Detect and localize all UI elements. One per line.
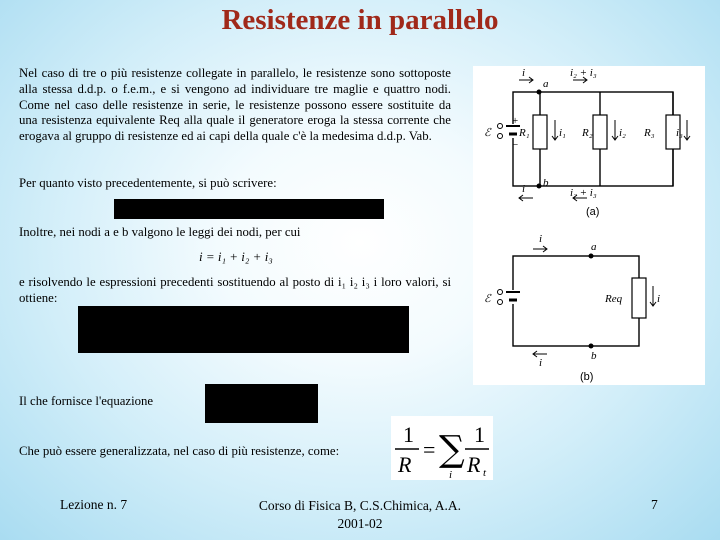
formula-r: R: [398, 452, 412, 477]
label-i-right: i: [657, 293, 661, 305]
node-b: [537, 184, 542, 189]
redacted-formula-2: [78, 306, 409, 353]
label-i-bottom: i: [522, 183, 526, 195]
formula-one-top: 1: [403, 422, 414, 447]
footer-lesson: Lezione n. 7: [60, 497, 128, 512]
resistor-r1: [533, 115, 547, 149]
label-i-bottom-2: i: [539, 357, 543, 369]
text-solve: e risolvendo le espressioni precedenti sostituendo al posto di i₁ i₂ i₃ i loro valori, si ottiene:: [19, 275, 451, 305]
label-minus: −: [512, 139, 519, 151]
resistor-req: [632, 278, 646, 318]
label-a-2: a: [591, 241, 597, 253]
label-r3: R₃: [644, 127, 655, 139]
text-nodes: Inoltre, nei nodi a e b valgono le leggi dei nodi, per cui: [19, 225, 301, 239]
label-i2: i₂: [619, 127, 626, 139]
label-a: a: [543, 78, 549, 90]
terminal-plus: [498, 124, 503, 129]
redacted-formula-3: [205, 384, 318, 423]
text-general: Che può essere generalizzata, nel caso di più resistenze, come:: [19, 444, 340, 458]
label-plus: +: [512, 115, 519, 127]
label-b-2: b: [591, 350, 597, 362]
node-a: [537, 90, 542, 95]
label-i1: i₁: [559, 127, 566, 139]
label-req: Req: [605, 293, 623, 305]
node-formula: i = i₁ + i₂ + i₃: [199, 249, 273, 264]
label-emf: ℰ: [484, 127, 491, 139]
label-r2: R₂: [582, 127, 593, 139]
formula-sub-t: t: [483, 467, 487, 479]
circuit-figure: [473, 66, 705, 385]
text-write: Per quanto visto precedentemente, si può scrivere:: [19, 176, 277, 190]
slide-title: Resistenze in parallelo: [221, 4, 499, 36]
terminal-minus: [498, 134, 503, 139]
label-i3: i₃: [676, 127, 683, 139]
text-equation: Il che fornisce l'equazione: [19, 394, 154, 408]
formula-one-right: 1: [474, 422, 485, 447]
resistor-r2: [593, 115, 607, 149]
intro-paragraph: Nel caso di tre o più resistenze collegate in parallelo, le resistenze sono sottoposte alla stessa d.d.p. o f.e.m., e si vengono ad individuare tre maglie e quattro nodi. Come nel caso delle resistenze in serie, le resistenze possono essere sostituite da una resistenza equivalente Req alla quale il generatore eroga la stessa corrente che erogava al gruppo di resistenze ed ai capi della quale c'è la medesima d.d.p. Vab.: [19, 66, 451, 144]
label-figure-b: (b): [580, 371, 594, 383]
footer-course: Corso di Fisica B, C.S.Chimica, A.A. 2001-02: [258, 498, 462, 531]
label-r1: R₁: [519, 127, 530, 139]
label-b: b: [543, 177, 549, 189]
node-b-2: [589, 344, 594, 349]
label-i-top-2: i: [539, 233, 543, 245]
formula-sigma: ∑: [439, 429, 465, 470]
label-figure-a: (a): [586, 206, 600, 218]
label-i-top: i: [522, 67, 526, 79]
node-a-2: [589, 254, 594, 259]
label-emf-2: ℰ: [484, 293, 491, 305]
terminal-plus-2: [498, 290, 503, 295]
terminal-minus-2: [498, 300, 503, 305]
formula-equals: =: [423, 437, 436, 462]
redacted-formula-1: [114, 199, 384, 219]
label-i23-top: i₂ + i₃: [570, 67, 597, 79]
formula-r-t: R: [467, 452, 481, 477]
label-i23-bottom: i₂ + i₃: [570, 187, 597, 199]
sum-formula: [391, 416, 493, 480]
formula-sub-i: i: [449, 469, 453, 480]
footer-page-number: 7: [651, 497, 658, 512]
